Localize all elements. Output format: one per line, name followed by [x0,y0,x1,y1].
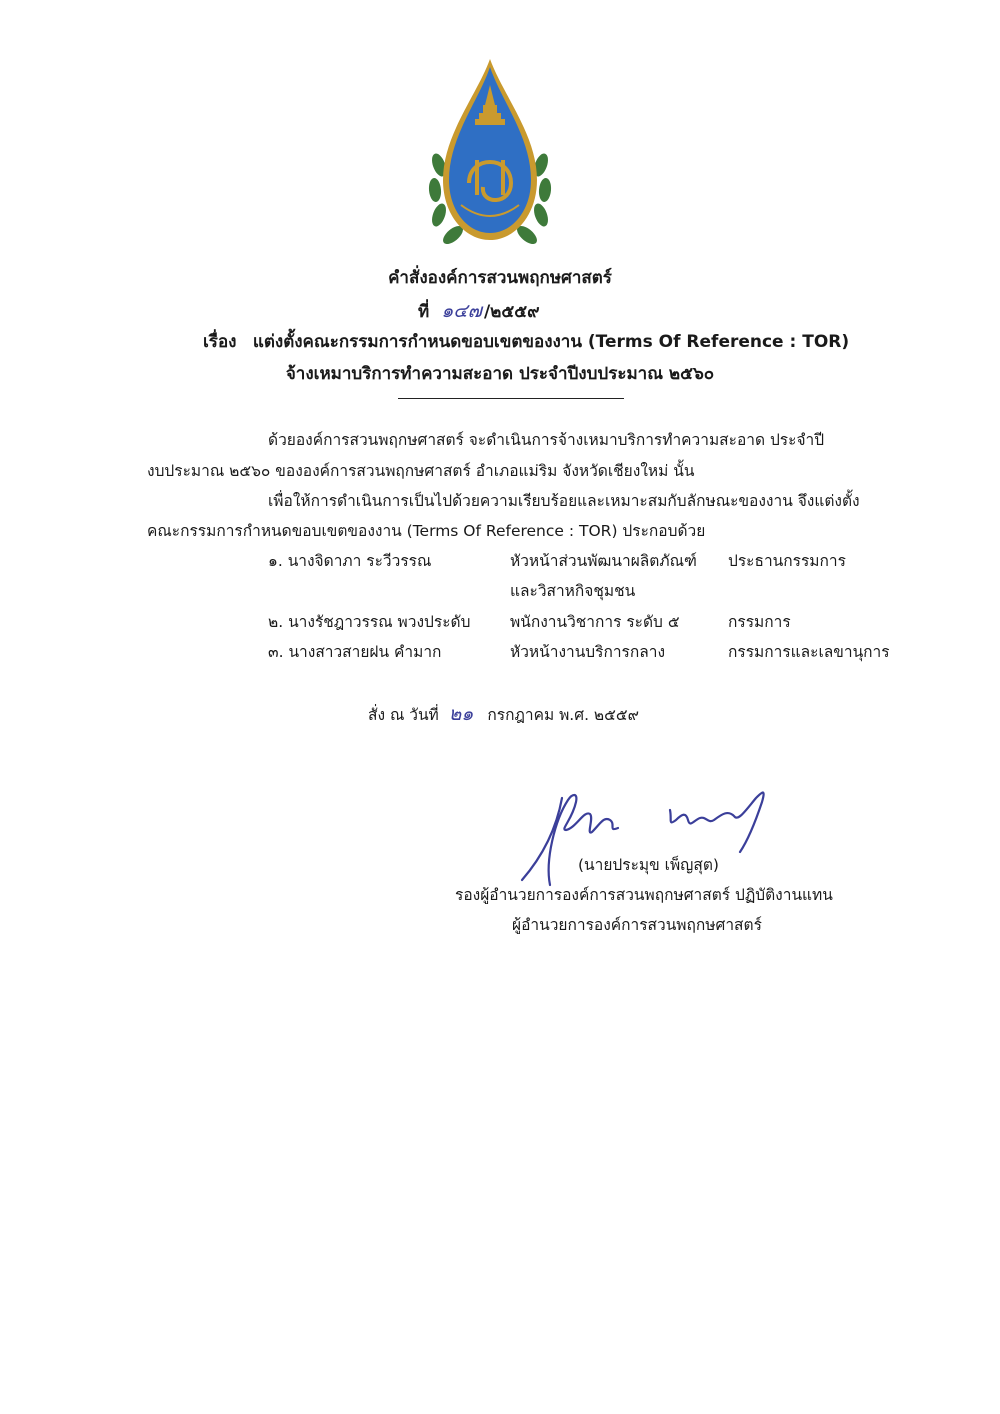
order-number-year: /๒๕๕๙ [483,302,540,322]
order-date [368,699,639,729]
date-day-handwritten: ๒๑ [448,703,474,725]
document-title: คำสั่งองค์การสวนพฤกษศาสตร์ [388,268,612,288]
subject-text-1: แต่งตั้งคณะกรรมการกำหนดขอบเขตของงาน (Terms Of Reference : TOR) [252,332,850,352]
paragraph-2-line-2: คณะกรรมการกำหนดขอบเขตของงาน (Terms Of Reference : TOR) ประกอบด้วย [147,522,706,540]
subject-text-2: จ้างเหมาบริการทำความสะอาด ประจำปีงบประมาณ ๒๕๖๐ [285,364,715,384]
committee-member-position: พนักงานวิชาการ ระดับ ๕ [510,613,680,631]
signer-position-1: รองผู้อำนวยการองค์การสวนพฤกษศาสตร์ ปฏิบัติงานแทน [455,886,833,904]
committee-member-role: กรรมการและเลขานุการ [728,643,890,661]
committee-member-position: หัวหน้างานบริการกลาง [510,643,666,661]
paragraph-1-line-1: ด้วยองค์การสวนพฤกษศาสตร์ จะดำเนินการจ้างเหมาบริการทำความสะอาด ประจำปี [268,431,825,449]
committee-member-position-cont: และวิสาหกิจชุมชน [510,582,636,600]
committee-member-name: ๓. นางสาวสายฝน คำมาก [268,643,442,661]
paragraph-2-line-1: เพื่อให้การดำเนินการเป็นไปด้วยความเรียบร้อยและเหมาะสมกับลักษณะของงาน จึงแต่งตั้ง [268,492,860,510]
order-number [418,296,540,326]
order-number-handwritten: ๑๔๗ [441,300,482,322]
date-prefix: สั่ง ณ วันที่ [368,706,439,724]
signer-position-2: ผู้อำนวยการองค์การสวนพฤกษศาสตร์ [512,916,762,934]
heading-divider [398,398,624,399]
subject-line [203,328,849,355]
date-month-year: กรกฎาคม พ.ศ. ๒๕๕๙ [487,706,639,724]
signer-name: (นายประมุข เพ็ญสุต) [578,856,719,874]
order-number-label: ที่ [418,302,430,322]
committee-member-name: ๒. นางรัชฎาวรรณ พวงประดับ [268,613,471,631]
subject-label: เรื่อง [203,332,237,352]
committee-member-role: ประธานกรรมการ [728,552,846,570]
committee-member-position: หัวหน้าส่วนพัฒนาผลิตภัณฑ์ [510,552,697,570]
committee-member-name: ๑. นางจิดาภา ระวีวรรณ [268,552,432,570]
organization-logo [425,55,555,255]
committee-member-role: กรรมการ [728,613,791,631]
paragraph-1-line-2: งบประมาณ ๒๕๖๐ ขององค์การสวนพฤกษศาสตร์ อำเภอแม่ริม จังหวัดเชียงใหม่ นั้น [147,462,695,480]
